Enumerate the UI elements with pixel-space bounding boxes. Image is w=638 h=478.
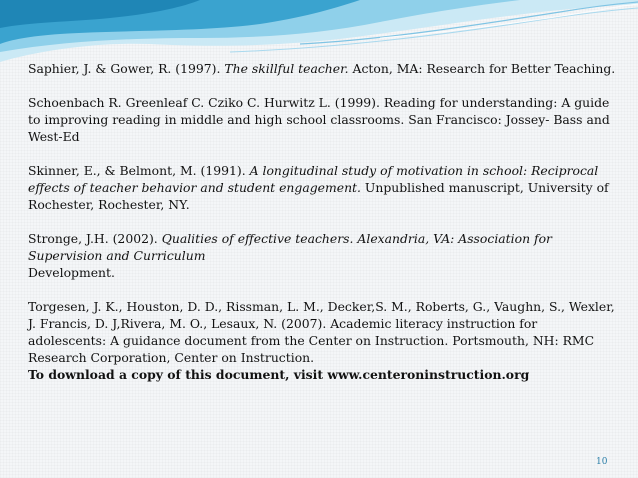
reference-skinner bbox=[28, 162, 618, 213]
reference-skinner-title: A longitudinal study of motivation in school: Reciprocal effects of teacher behavior and student engagement. bbox=[28, 163, 599, 195]
reference-skinner-publisher: Unpublished manuscript, University of Rochester, Rochester, NY. bbox=[28, 180, 609, 212]
reference-schoenbach-text: Schoenbach R. Greenleaf C. Cziko C. Hurwitz L. (1999). Reading for understanding: A guide to improving reading in middle and high school classrooms. San Francisco: Jossey- Bass and West-Ed bbox=[28, 95, 610, 144]
reference-stronge-publisher: Development. bbox=[28, 265, 115, 280]
reference-stronge bbox=[28, 230, 618, 281]
slide-number: 10 bbox=[596, 457, 608, 467]
reference-torgesen-text: Torgesen, J. K., Houston, D. D., Rissman, L. M., Decker,S. M., Roberts, G., Vaughn, S., Wexler, J. Francis, D. J,Rivera, M. O., Lesaux, N. (2007). Academic literacy instruction for adolescents: A guidance document from the Center on Instruction. Portsmouth, NH: RMC Research Corporation, Center on Instruction. bbox=[28, 299, 615, 365]
reference-saphier-text: Saphier, J. & Gower, R. (1997). bbox=[28, 61, 225, 76]
reference-schoenbach bbox=[28, 94, 618, 145]
reference-saphier-title: The skillful teacher. bbox=[224, 61, 349, 76]
reference-torgesen bbox=[28, 298, 618, 383]
reference-stronge-title: Qualities of effective teachers. Alexandria, VA: Association for Supervision and Curriculum bbox=[28, 231, 552, 263]
reference-skinner-text: Skinner, E., & Belmont, M. (1991). bbox=[28, 163, 250, 178]
reference-saphier-publisher: Acton, MA: Research for Better Teaching. bbox=[348, 61, 616, 76]
reference-saphier bbox=[28, 60, 618, 77]
download-link-note[interactable]: To download a copy of this document, visit www.centeroninstruction.org bbox=[28, 367, 530, 382]
references-list bbox=[28, 60, 618, 383]
reference-stronge-text: Stronge, J.H. (2002). bbox=[28, 231, 162, 246]
